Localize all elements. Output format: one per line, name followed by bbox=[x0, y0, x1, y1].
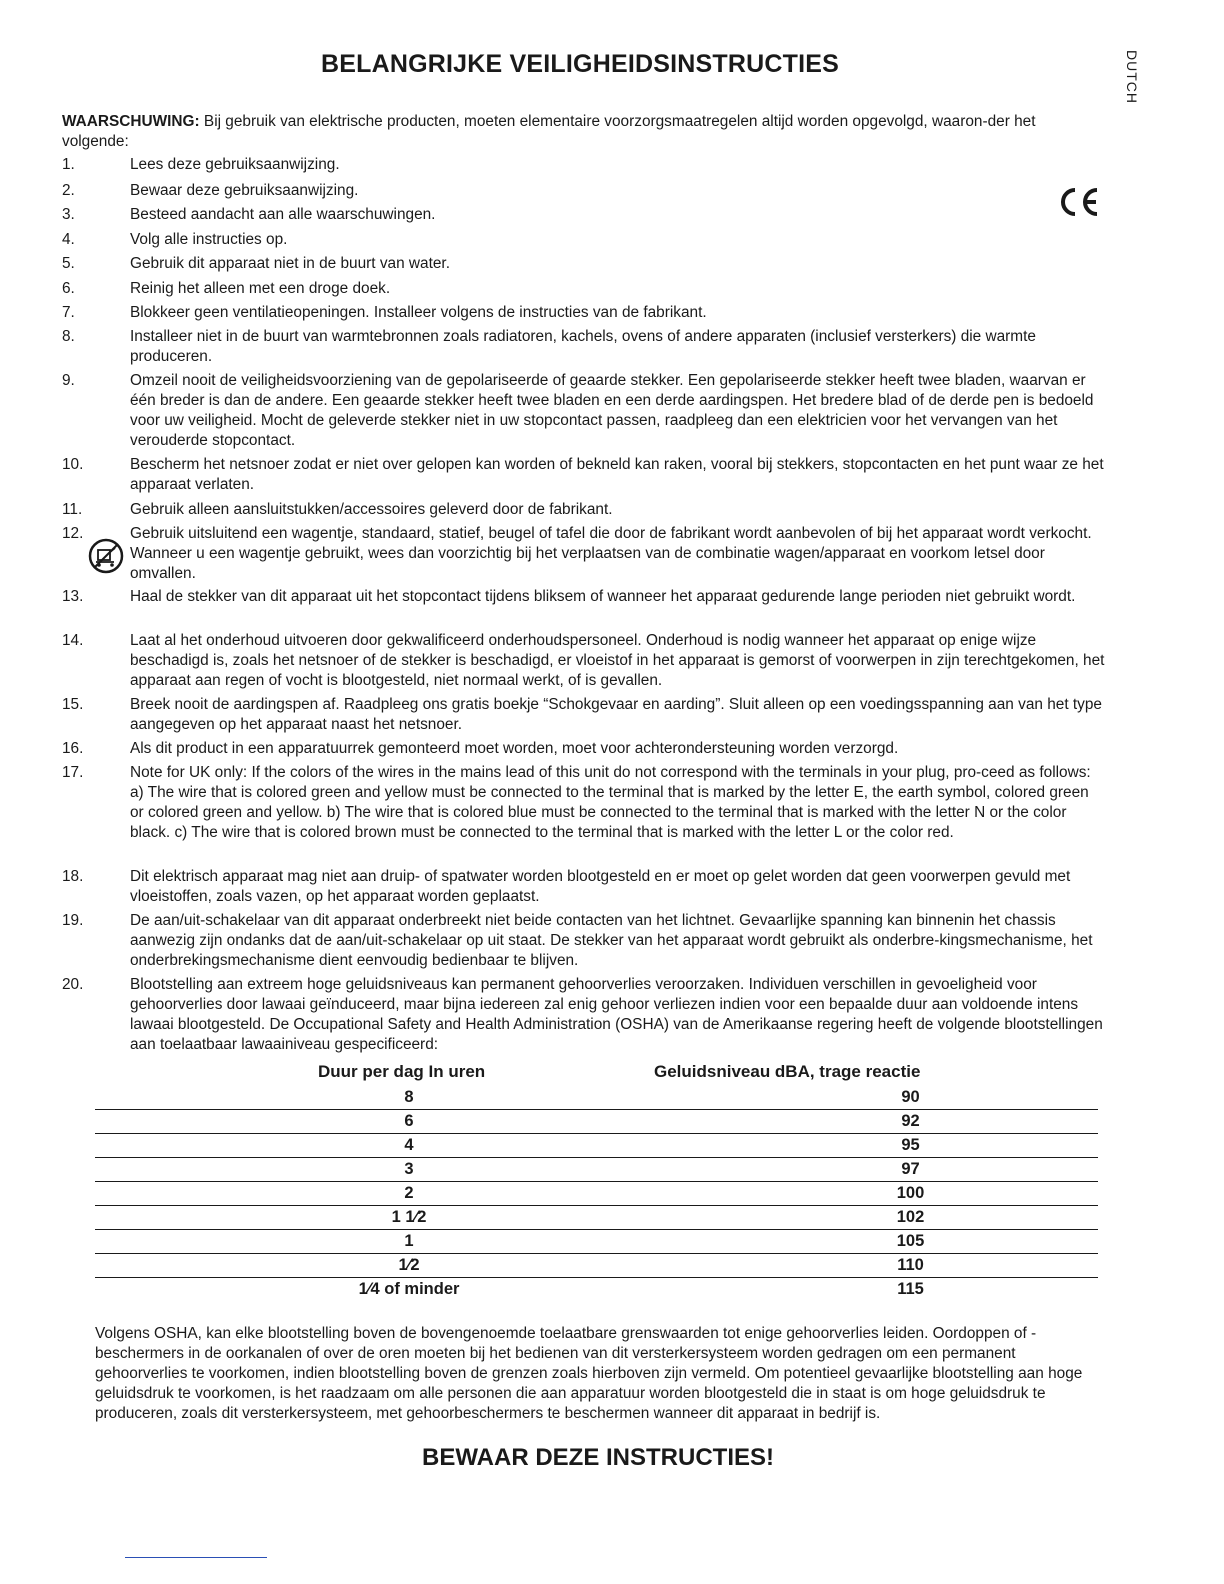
instruction-text: Haal de stekker van dit apparaat uit het stopcontact tijdens bliksem of wanneer het apparaat gedurende lange perioden niet gebruikt wordt. bbox=[130, 588, 1076, 605]
instruction-text: Gebruik alleen aansluitstukken/accessoires geleverd door de fabrikant. bbox=[130, 501, 613, 518]
instruction-number: 9. bbox=[62, 372, 75, 389]
instruction-item bbox=[62, 587, 1112, 607]
footer-title: BEWAAR DEZE INSTRUCTIES! bbox=[421, 1444, 774, 1471]
duration-column-header: Duur per dag In uren bbox=[318, 1062, 486, 1081]
instruction-item bbox=[62, 975, 1112, 1055]
instruction-item bbox=[62, 763, 1112, 843]
instruction-item bbox=[62, 303, 1112, 323]
duration-cell: 1 1⁄2 bbox=[391, 1208, 427, 1226]
level-cell: 105 bbox=[896, 1232, 925, 1250]
exposure-table-header bbox=[95, 1062, 1098, 1086]
level-cell: 115 bbox=[897, 1280, 924, 1298]
instruction-number: 13. bbox=[62, 588, 84, 605]
exposure-table bbox=[95, 1086, 1098, 1301]
language-label: DUTCH bbox=[1124, 50, 1140, 104]
instruction-item bbox=[62, 524, 1112, 584]
table-row bbox=[95, 1158, 1098, 1182]
instruction-text: Note for UK only: If the colors of the wires in the mains lead of this unit do not correspond with the terminals in your plug, pro-ceed as follows: a) The wire that is colored green and yellow must be connected to the terminal that is marked by the letter E, the earth symbol, colored green or colored green and yellow. b) The wire that is colored blue must be connected to the terminal that is marked with the letter N or the color black. c) The wire that is colored brown must be connected to the terminal that is marked with the letter L or the color red. bbox=[130, 764, 1091, 841]
instruction-text: Lees deze gebruiksaanwijzing. bbox=[130, 156, 340, 173]
instruction-number: 16. bbox=[62, 740, 84, 757]
instruction-number: 6. bbox=[62, 280, 75, 297]
instruction-number: 1. bbox=[62, 156, 75, 173]
instruction-number: 8. bbox=[62, 328, 75, 345]
instruction-text: Blokkeer geen ventilatieopeningen. Installeer volgens de instructies van de fabrikant. bbox=[130, 304, 707, 321]
instruction-item bbox=[62, 867, 1112, 907]
sound-level-column-header: Geluidsniveau dBA, trage reactie bbox=[654, 1062, 921, 1081]
instruction-number: 20. bbox=[62, 976, 84, 993]
instruction-number: 15. bbox=[62, 696, 84, 713]
instruction-number: 10. bbox=[62, 456, 84, 473]
instruction-number: 11. bbox=[62, 501, 83, 518]
warning-label: WAARSCHUWING: bbox=[62, 113, 200, 130]
table-row bbox=[95, 1206, 1098, 1230]
instruction-item bbox=[62, 205, 1112, 225]
instruction-text: Dit elektrisch apparaat mag niet aan druip- of spatwater worden blootgesteld en er moet op gelet worden dat geen voorwerpen gevuld met vloeistoffen, zoals vazen, op het apparaat worden geplaatst. bbox=[130, 868, 1071, 905]
instruction-item bbox=[62, 739, 1112, 759]
table-row bbox=[95, 1134, 1098, 1158]
duration-cell: 3 bbox=[404, 1160, 414, 1178]
instruction-number: 17. bbox=[62, 764, 84, 781]
instruction-number: 3. bbox=[62, 206, 75, 223]
instruction-number: 19. bbox=[62, 912, 84, 929]
instruction-item bbox=[62, 631, 1112, 691]
instruction-text: Bescherm het netsnoer zodat er niet over gelopen kan worden of bekneld kan raken, vooral bij stekkers, stopcontacten en het punt waar ze het apparaat verlaten. bbox=[130, 456, 1104, 493]
table-row bbox=[95, 1254, 1098, 1278]
instruction-number: 4. bbox=[62, 231, 75, 248]
instruction-number: 2. bbox=[62, 182, 75, 199]
table-row bbox=[95, 1110, 1098, 1134]
instruction-item bbox=[62, 254, 1112, 274]
table-row bbox=[95, 1230, 1098, 1254]
osha-note-paragraph: Volgens OSHA, kan elke blootstelling boven de bovengenoemde toelaatbare grenswaarden tot enige gehoorverlies leiden. Oordoppen of -beschermers in de oorkanalen of over de oren moeten bij het bedienen van dit versterkersysteem worden gedragen om een permanent gehoorverlies te voorkomen, indien blootstelling boven de grenzen zoals hierboven zijn vermeld. Om potentieel gevaarlijke blootstelling aan hoge geluidsdruk te voorkomen, is het raadzaam om alle personen die aan apparatuur worden blootgesteld die in staat is om hoge geluidsdruk te produceren, zoals dit versterkersysteem, met gehoorbeschermers te beschermen wanneer dit apparaat in bedrijf is. bbox=[95, 1325, 1083, 1422]
instruction-text: Installeer niet in de buurt van warmtebronnen zoals radiatoren, kachels, ovens of andere apparaten (inclusief versterkers) die warmte produceren. bbox=[130, 328, 1036, 365]
level-cell: 95 bbox=[901, 1136, 920, 1154]
table-row bbox=[95, 1278, 1098, 1302]
instruction-number: 18. bbox=[62, 868, 84, 885]
duration-cell: 1 bbox=[404, 1232, 414, 1250]
duration-cell: 8 bbox=[404, 1088, 414, 1106]
instruction-item bbox=[62, 500, 1112, 520]
instruction-number: 12. bbox=[62, 525, 84, 542]
level-cell: 97 bbox=[901, 1160, 920, 1178]
duration-cell: 4 bbox=[404, 1136, 414, 1154]
page-title: BELANGRIJKE VEILIGHEIDSINSTRUCTIES bbox=[321, 50, 839, 78]
instruction-item bbox=[62, 455, 1112, 495]
instruction-item bbox=[62, 230, 1112, 250]
page-footer-rule bbox=[125, 1557, 267, 1558]
table-row bbox=[95, 1182, 1098, 1206]
instruction-item bbox=[62, 327, 1112, 367]
level-cell: 110 bbox=[897, 1256, 924, 1274]
instruction-text: Blootstelling aan extreem hoge geluidsniveaus kan permanent gehoorverlies veroorzaken. Individuen verschillen in gevoeligheid voor gehoorverlies door lawaai geïnduceerd, maar bijna iedereen zal enig gehoor verliezen indien voor een bepaalde duur aan voldoende intens lawaai blootgesteld. De Occupational Safety and Health Administration (OSHA) van de Amerikaanse regering heeft de volgende blootstellingen aan toelaatbaar lawaainiveau gespecificeerd: bbox=[130, 976, 1103, 1053]
instruction-number: 7. bbox=[62, 304, 75, 321]
instruction-text: Breek nooit de aardingspen af. Raadpleeg ons gratis boekje “Schokgevaar en aarding”. Sluit alleen op een voedingsspanning aan van het type aangegeven op het apparaat naast het netsnoer. bbox=[130, 696, 1102, 733]
cart-warning-icon bbox=[88, 538, 124, 574]
level-cell: 92 bbox=[901, 1112, 920, 1130]
instruction-text: Volg alle instructies op. bbox=[130, 231, 288, 248]
warning-paragraph bbox=[62, 112, 1102, 152]
warning-text: Bij gebruik van elektrische producten, moeten elementaire voorzorgsmaatregelen altijd worden opgevolgd, waaron-der het volgende: bbox=[62, 113, 1036, 150]
instruction-item bbox=[62, 371, 1112, 451]
level-cell: 100 bbox=[896, 1184, 925, 1202]
level-cell: 90 bbox=[901, 1088, 920, 1106]
duration-cell: 6 bbox=[404, 1112, 414, 1130]
instruction-text: Bewaar deze gebruiksaanwijzing. bbox=[130, 182, 359, 199]
instruction-item bbox=[62, 911, 1112, 971]
instruction-item bbox=[62, 155, 1112, 175]
duration-cell: 1⁄4 of minder bbox=[358, 1280, 460, 1298]
instruction-text: Omzeil nooit de veiligheidsvoorziening van de gepolariseerde of geaarde stekker. Een gepolariseerde stekker heeft twee bladen, waarvan er één breder is dan de andere. Een geaarde stekker heeft twee bladen en een derde aardingspen. Het bredere blad of de derde pen is bedoeld voor uw veiligheid. Mocht de geleverde stekker niet in uw stopcontact passen, raadpleeg dan een elektricien voor het vervangen van het verouderde stopcontact. bbox=[130, 372, 1094, 449]
instruction-item bbox=[62, 181, 1112, 201]
instruction-text: De aan/uit-schakelaar van dit apparaat onderbreekt niet beide contacten van het lichtnet. Gevaarlijke spanning kan binnenin het chassis aanwezig zijn ondanks dat de aan/uit-schakelaar op uit staat. De stekker van het apparaat wordt gebruikt als onderbre-kingsmechanisme, het onderbrekingsmechanisme dient eenvoudig bedienbaar te blijven. bbox=[130, 912, 1093, 969]
instruction-number: 5. bbox=[62, 255, 75, 272]
instruction-text: Reinig het alleen met een droge doek. bbox=[130, 280, 391, 297]
instruction-item bbox=[62, 279, 1112, 299]
level-cell: 102 bbox=[896, 1208, 925, 1226]
instruction-text: Gebruik dit apparaat niet in de buurt van water. bbox=[130, 255, 450, 272]
duration-cell: 1⁄2 bbox=[398, 1256, 420, 1274]
instruction-item bbox=[62, 695, 1112, 735]
table-row bbox=[95, 1086, 1098, 1110]
instruction-text: Laat al het onderhoud uitvoeren door gekwalificeerd onderhoudspersoneel. Onderhoud is nodig wanneer het apparaat op enige wijze beschadigd is, zoals het netsnoer of de stekker is beschadigd, er vloeistof in het apparaat is gemorst of voorwerpen in zijn terechtgekomen, het apparaat aan regen of vocht is blootgesteld, niet normaal werkt, of is gevallen. bbox=[130, 632, 1105, 689]
instruction-text: Als dit product in een apparatuurrek gemonteerd moet worden, moet voor achterondersteuning worden verzorgd. bbox=[130, 740, 899, 757]
duration-cell: 2 bbox=[404, 1184, 414, 1202]
instruction-text: Gebruik uitsluitend een wagentje, standaard, statief, beugel of tafel die door de fabrikant wordt aanbevolen of bij het apparaat wordt verkocht. Wanneer u een wagentje gebruikt, wees dan voorzichtig bij het verplaatsen van de combinatie wagen/apparaat en voorkom letsel door omvallen. bbox=[130, 525, 1092, 582]
instruction-text: Besteed aandacht aan alle waarschuwingen. bbox=[130, 206, 436, 223]
instruction-number: 14. bbox=[62, 632, 84, 649]
